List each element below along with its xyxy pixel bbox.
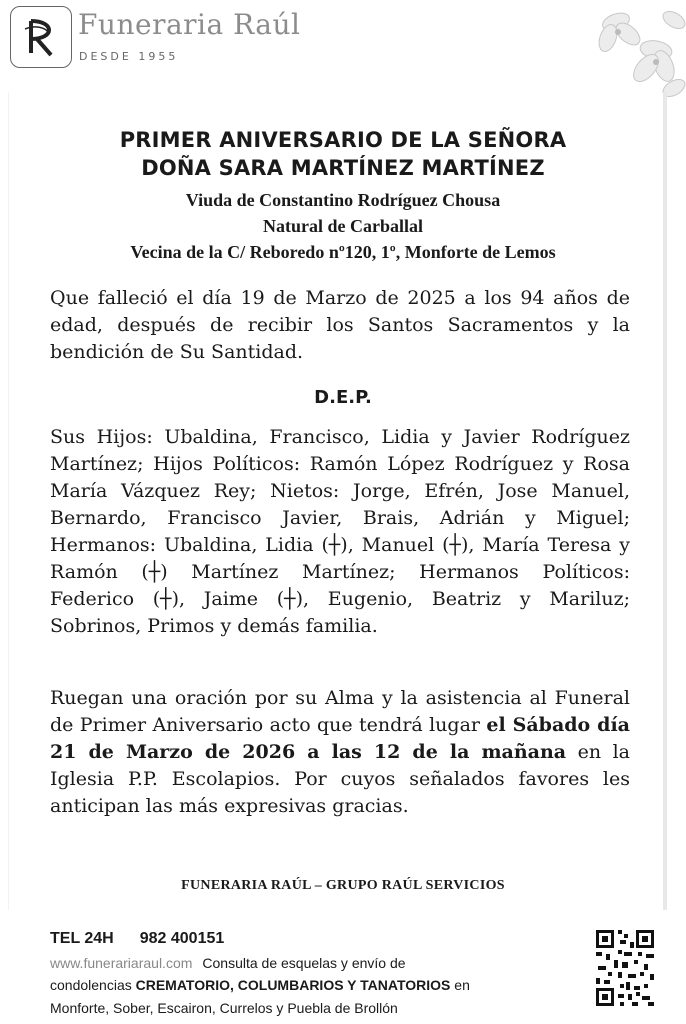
family-paragraph: Sus Hijos: Ubaldina, Francisco, Lidia y Javier Rodríguez Martínez; Hijos Políticos: Ramón López Rodríguez y Rosa María Vázquez Rey; Nietos: Jorge, Efrén, Jose Manuel, Bernardo, Francisco Javier, Brais, Adrián y Miguel; Hermanos: Ubaldina, Lidia (┼), Manuel (┼), María Teresa y Ramón (┼) Martínez Martínez; Hermanos Políticos: Federico (┼), Jaime (┼), Eugenio, Beatriz y Mariluz; Sobrinos, Primos y demás familia.	[50, 426, 630, 637]
services-text: CREMATORIO, COLUMBARIOS Y TANATORIOS	[135, 977, 451, 993]
brand-name: Funeraria Raúl	[78, 8, 301, 41]
request-text-pre: Ruegan una oración por su Alma y la asistencia al Funeral de Primer Aniversario acto que tendrá lugar	[50, 687, 630, 736]
phone-label: TEL 24H	[50, 930, 114, 947]
subtitle-address: Vecina de la C/ Reboredo nº120, 1º, Monforte de Lemos	[130, 242, 556, 262]
web-row	[50, 955, 406, 971]
consult-text: Consulta de esquelas y envío de	[202, 955, 406, 971]
subtitle-native: Natural de Carballal	[263, 216, 423, 236]
notice-title-line2: DOÑA SARA MARTÍNEZ MARTÍNEZ	[141, 156, 545, 180]
subtitle-widow: Viuda de Constantino Rodríguez Chousa	[185, 190, 501, 210]
phone-line	[50, 930, 224, 948]
footer-signature: FUNERARIA RAÚL – GRUPO RAÚL SERVICIOS	[181, 878, 505, 893]
dep-heading: D.E.P.	[314, 387, 372, 408]
header	[0, 0, 686, 78]
website-link[interactable]: www.funerariaraul.com	[50, 955, 193, 971]
brand-logo	[10, 6, 72, 68]
logo-monogram-icon	[11, 7, 71, 67]
notice-title-line1: PRIMER ANIVERSARIO DE LA SEÑORA	[119, 128, 567, 152]
request-paragraph	[50, 685, 630, 849]
qr-code-icon[interactable]	[594, 928, 656, 1008]
phone-number[interactable]: 982 400151	[139, 930, 225, 947]
funeral-date-time: el Sábado día 21 de Marzo de 2026 a las 12 de la mañana	[50, 714, 630, 763]
condolences-text: condolencias	[50, 977, 132, 993]
contact-section	[0, 920, 686, 1024]
services-row	[50, 977, 470, 993]
death-paragraph: Que falleció el día 19 de Marzo de 2025 a los 94 años de edad, después de recibir los Santos Sacramentos y la bendición de Su Santidad.	[50, 287, 630, 363]
brand-since: DESDE 1955	[79, 50, 179, 63]
locations-text: Monforte, Sober, Escairon, Currelos y Puebla de Brollón	[50, 1000, 398, 1016]
flowers-decoration-icon	[546, 0, 686, 100]
services-post: en	[454, 977, 470, 993]
request-text-post: en la Iglesia P.P. Escolapios. Por cuyos señalados favores les anticipan las más expresivas gracias.	[50, 741, 630, 817]
